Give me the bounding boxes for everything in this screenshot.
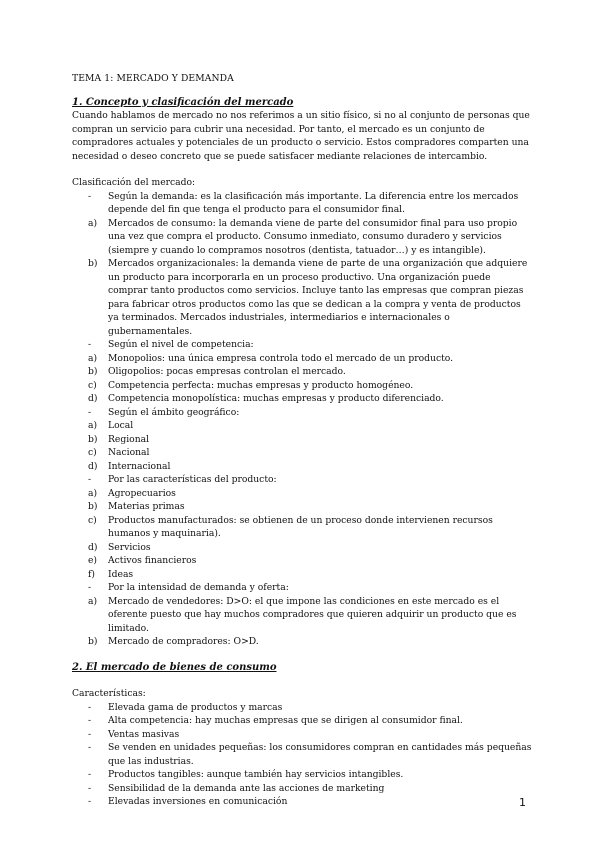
list-item-text: Productos manufacturados: se obtienen de un proceso donde intervienen recursos humanos y maquinaria). (108, 514, 493, 539)
list-item (72, 379, 532, 393)
list-item-text: Nacional (108, 447, 150, 458)
list-item-text: Materias primas (108, 501, 185, 512)
list-item-text: Sensibilidad de la demanda ante las acciones de marketing (108, 782, 385, 794)
list-item (72, 352, 532, 366)
list-item (72, 406, 532, 420)
list-item (72, 741, 532, 768)
list-item-text: Según el nivel de competencia: (108, 339, 254, 350)
list-item-text: Ventas masivas (108, 728, 180, 740)
list-item (72, 782, 532, 796)
page-number: 1 (519, 796, 526, 809)
classification-list (72, 190, 532, 649)
list-item-text: Mercado de compradores: O>D. (108, 636, 259, 647)
list-item-text: Activos financieros (108, 555, 197, 566)
list-item-marker: - (88, 782, 92, 794)
list-item (72, 541, 532, 555)
section-1-heading: 1. Concepto y clasificación del mercado (72, 96, 294, 108)
list-item-marker: a) (88, 595, 98, 607)
list-item-marker: f) (88, 568, 95, 580)
document-body (72, 72, 532, 809)
list-item (72, 554, 532, 568)
list-item-marker: b) (88, 366, 98, 377)
characteristics-label: Características: (72, 688, 146, 699)
list-item-text: Según el ámbito geográfico: (108, 406, 240, 418)
list-item (72, 500, 532, 514)
list-item (72, 365, 532, 379)
list-item-marker: - (88, 715, 92, 726)
list-item-marker: d) (88, 541, 98, 553)
list-item-marker: - (88, 769, 92, 780)
list-item (72, 795, 532, 809)
list-item (72, 635, 532, 649)
list-item (72, 217, 532, 258)
list-item (72, 257, 532, 338)
list-item (72, 460, 532, 474)
list-item (72, 473, 532, 487)
list-item (72, 446, 532, 460)
list-item (72, 419, 532, 433)
list-item-marker: - (88, 796, 92, 807)
list-item (72, 568, 532, 582)
list-item (72, 701, 532, 715)
list-item-marker: - (88, 406, 92, 418)
section-2-heading: 2. El mercado de bienes de consumo (72, 661, 277, 673)
list-item-text: Competencia monopolística: muchas empresas y producto diferenciado. (108, 393, 444, 404)
classification-label: Clasificación del mercado: (72, 177, 196, 188)
list-item-text: Monopolios: una única empresa controla todo el mercado de un producto. (108, 352, 454, 364)
list-item (72, 514, 532, 541)
list-item-marker: d) (88, 393, 98, 404)
list-item-marker: a) (88, 487, 98, 499)
list-item-text: Competencia perfecta: muchas empresas y producto homogéneo. (108, 379, 414, 391)
list-item (72, 433, 532, 447)
list-item-text: Se venden en unidades pequeñas: los consumidores compran en cantidades más pequeñas que las industrias. (108, 742, 532, 767)
list-item-marker: b) (88, 433, 98, 445)
list-item-marker: - (88, 582, 92, 593)
list-item-marker: a) (88, 352, 98, 364)
list-item-marker: - (88, 701, 92, 713)
list-item-text: Por la intensidad de demanda y oferta: (108, 582, 289, 593)
list-item-marker: c) (88, 379, 97, 391)
list-item (72, 338, 532, 352)
list-item (72, 595, 532, 636)
list-item (72, 768, 532, 782)
list-item-text: Mercados de consumo: la demanda viene de parte del consumidor final para uso propio una vez que compra el producto. Consumo inmediato, consumo duradero y servicios (siempre y cuando lo compramos nosotros (dentista, tatuador…) y es intangible). (108, 217, 518, 256)
list-item (72, 487, 532, 501)
document-title: TEMA 1: MERCADO Y DEMANDA (72, 73, 234, 84)
list-item (72, 190, 532, 217)
list-item-text: Mercados organizacionales: la demanda viene de parte de una organización que adquiere un producto para incorporarla en un proceso productivo. Una organización puede comprar tanto productos como servicios. Incluye tanto las empresas que compran piezas para fabricar otros productos como las que se dedican a la compra y venta de productos ya terminados. Mercados industriales, intermediarios e internacionales o gubernamentales. (108, 258, 528, 337)
list-item-marker: - (88, 728, 92, 740)
list-item (72, 728, 532, 742)
list-item-text: Alta competencia: hay muchas empresas que se dirigen al consumidor final. (108, 715, 463, 726)
list-item-marker: b) (88, 501, 98, 512)
list-item-marker: b) (88, 258, 98, 269)
list-item (72, 392, 532, 406)
list-item-text: Oligopolios: pocas empresas controlan el mercado. (108, 366, 346, 377)
list-item-marker: - (88, 742, 92, 753)
list-item-text: Internacional (108, 460, 171, 472)
list-item (72, 581, 532, 595)
list-item-marker: c) (88, 447, 97, 458)
section-1-intro: Cuando hablamos de mercado no nos referimos a un sitio físico, si no al conjunto de personas que compran un servicio para cubrir una necesidad. Por tanto, el mercado es un conjunto de compradores actuales y potenciales de un producto o servicio. Estos compradores comparten una necesidad o deseo concreto que se puede satisfacer mediante relaciones de intercambio. (72, 110, 530, 162)
list-item-marker: - (88, 339, 92, 350)
list-item-text: Por las características del producto: (108, 474, 277, 485)
list-item-text: Productos tangibles: aunque también hay servicios intangibles. (108, 769, 404, 780)
list-item-marker: d) (88, 460, 98, 472)
list-item-marker: b) (88, 636, 98, 647)
list-item-text: Local (108, 420, 134, 431)
characteristics-list (72, 701, 532, 809)
list-item-marker: a) (88, 217, 98, 229)
list-item-text: Ideas (108, 568, 134, 580)
list-item-text: Elevadas inversiones en comunicación (108, 796, 288, 807)
list-item-text: Elevada gama de productos y marcas (108, 701, 283, 713)
list-item-text: Mercado de vendedores: D>O: el que impone las condiciones en este mercado es el oferente puesto que hay muchos compradores que quieren adquirir un producto que es limitado. (108, 595, 517, 634)
list-item-text: Servicios (108, 541, 151, 553)
list-item-marker: c) (88, 514, 97, 526)
list-item (72, 714, 532, 728)
list-item-text: Agropecuarios (108, 487, 176, 499)
list-item-marker: - (88, 190, 92, 202)
list-item-text: Según la demanda: es la clasificación más importante. La diferencia entre los mercados depende del fin que tenga el producto para el consumidor final. (108, 190, 519, 215)
list-item-marker: - (88, 474, 92, 485)
list-item-marker: e) (88, 555, 98, 566)
list-item-marker: a) (88, 420, 98, 431)
list-item-text: Regional (108, 433, 150, 445)
